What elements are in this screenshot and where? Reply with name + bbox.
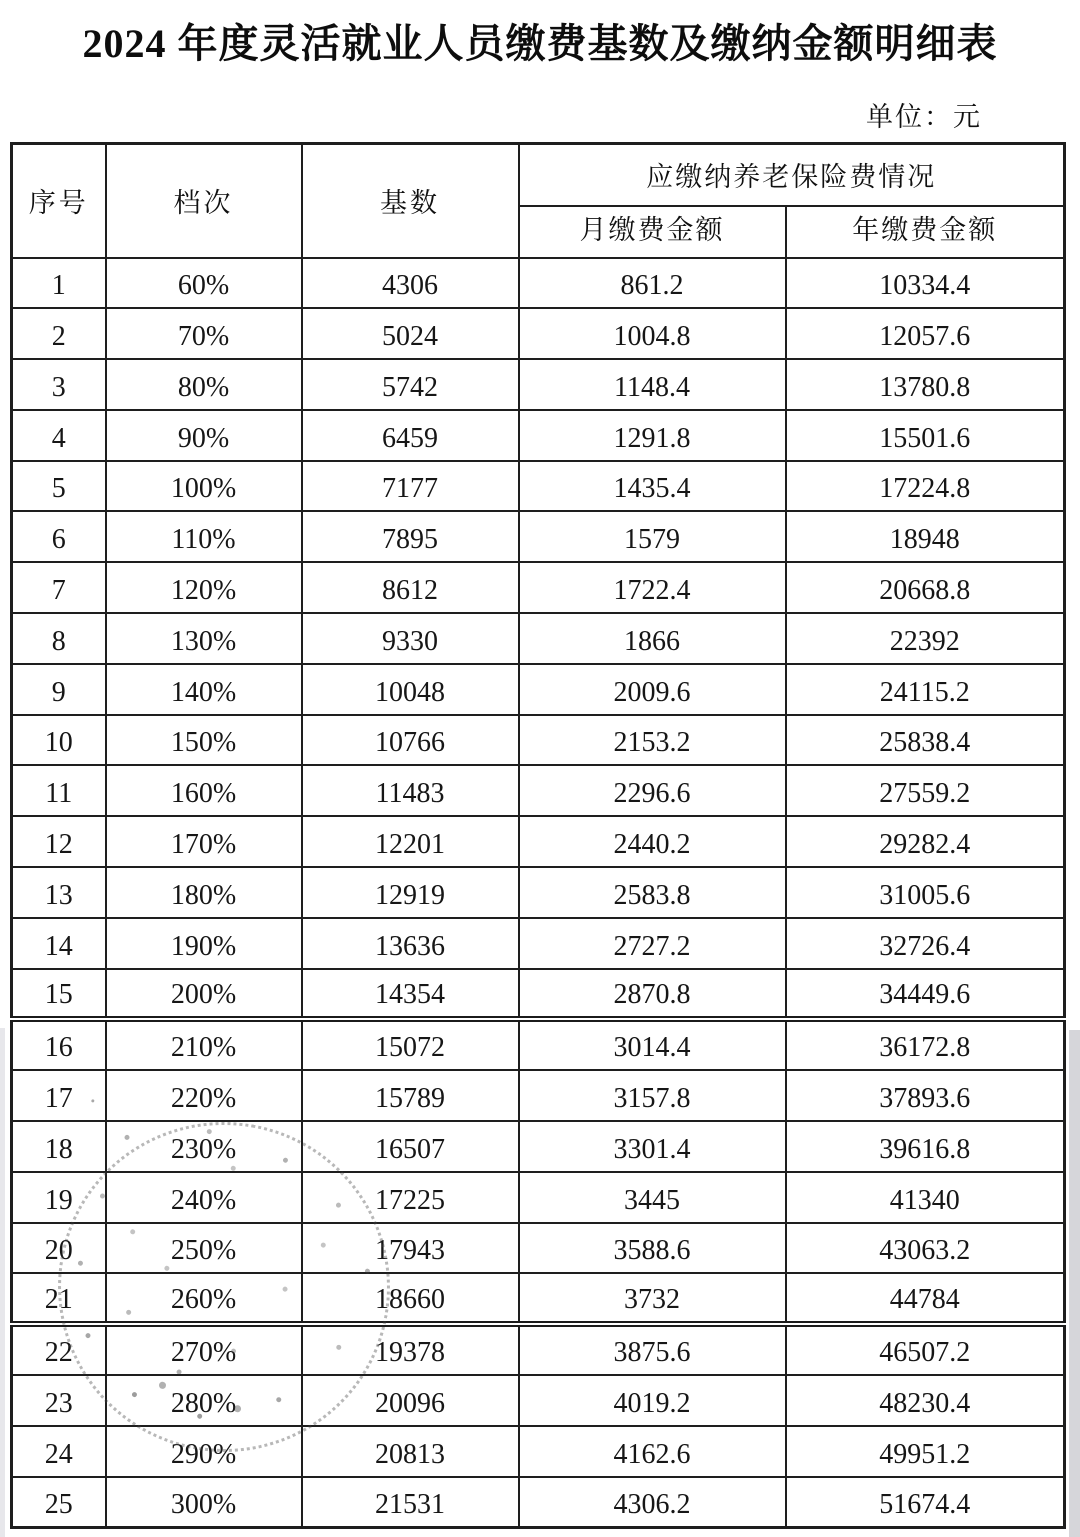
table-row [12,664,1065,715]
scan-edge-shadow-right [1069,1030,1080,1537]
table-row [12,715,1065,766]
table-row [12,1223,1065,1274]
cell-monthly-amount: 3301.4 [519,1121,786,1172]
cell-level: 230% [106,1121,302,1172]
cell-yearly-amount: 12057.6 [786,308,1065,359]
table-body [12,258,1065,1528]
cell-no: 9 [12,664,106,715]
cell-level: 60% [106,258,302,309]
table-row [12,1019,1065,1070]
cell-no: 23 [12,1375,106,1426]
cell-no: 16 [12,1019,106,1070]
cell-level: 190% [106,918,302,969]
table-header [12,144,1065,258]
cell-no: 8 [12,613,106,664]
table-row [12,1172,1065,1223]
cell-monthly-amount: 3732 [519,1273,786,1324]
cell-yearly-amount: 10334.4 [786,258,1065,309]
cell-monthly-amount: 3875.6 [519,1324,786,1375]
cell-level: 170% [106,816,302,867]
cell-yearly-amount: 32726.4 [786,918,1065,969]
cell-level: 290% [106,1426,302,1477]
table-row [12,1375,1065,1426]
cell-level: 210% [106,1019,302,1070]
table-row [12,308,1065,359]
table-row [12,765,1065,816]
cell-base: 21531 [302,1477,519,1528]
cell-level: 100% [106,461,302,512]
cell-yearly-amount: 22392 [786,613,1065,664]
contribution-detail-table [10,142,1066,1529]
cell-yearly-amount: 44784 [786,1273,1065,1324]
col-header-pension-group: 应缴纳养老保险费情况 [519,144,1065,206]
cell-no: 15 [12,969,106,1020]
cell-yearly-amount: 48230.4 [786,1375,1065,1426]
table-row [12,410,1065,461]
cell-level: 250% [106,1223,302,1274]
unit-label: 单位：元 [866,102,982,132]
table-row [12,816,1065,867]
cell-no: 10 [12,715,106,766]
table-row [12,918,1065,969]
cell-monthly-amount: 2296.6 [519,765,786,816]
cell-base: 8612 [302,562,519,613]
cell-no: 12 [12,816,106,867]
cell-no: 25 [12,1477,106,1528]
cell-level: 160% [106,765,302,816]
cell-level: 70% [106,308,302,359]
cell-no: 19 [12,1172,106,1223]
cell-no: 21 [12,1273,106,1324]
scan-edge-shadow-left [0,1028,5,1537]
table-row [12,1070,1065,1121]
col-header-base: 基数 [302,144,519,258]
cell-base: 15072 [302,1019,519,1070]
cell-yearly-amount: 18948 [786,511,1065,562]
cell-no: 3 [12,359,106,410]
cell-monthly-amount: 861.2 [519,258,786,309]
cell-level: 80% [106,359,302,410]
table-row [12,1273,1065,1324]
cell-no: 13 [12,867,106,918]
cell-no: 24 [12,1426,106,1477]
cell-monthly-amount: 4162.6 [519,1426,786,1477]
cell-monthly-amount: 1004.8 [519,308,786,359]
cell-no: 1 [12,258,106,309]
cell-yearly-amount: 17224.8 [786,461,1065,512]
cell-no: 18 [12,1121,106,1172]
table-row [12,461,1065,512]
cell-monthly-amount: 2440.2 [519,816,786,867]
cell-yearly-amount: 29282.4 [786,816,1065,867]
cell-base: 7895 [302,511,519,562]
cell-yearly-amount: 39616.8 [786,1121,1065,1172]
cell-yearly-amount: 15501.6 [786,410,1065,461]
cell-monthly-amount: 3014.4 [519,1019,786,1070]
col-header-yearly-amount: 年缴费金额 [786,206,1065,258]
cell-monthly-amount: 3157.8 [519,1070,786,1121]
cell-no: 7 [12,562,106,613]
cell-no: 2 [12,308,106,359]
cell-monthly-amount: 2583.8 [519,867,786,918]
cell-base: 12919 [302,867,519,918]
cell-monthly-amount: 1579 [519,511,786,562]
cell-base: 18660 [302,1273,519,1324]
cell-yearly-amount: 20668.8 [786,562,1065,613]
cell-level: 220% [106,1070,302,1121]
cell-yearly-amount: 46507.2 [786,1324,1065,1375]
cell-yearly-amount: 36172.8 [786,1019,1065,1070]
cell-monthly-amount: 2727.2 [519,918,786,969]
cell-no: 22 [12,1324,106,1375]
cell-base: 12201 [302,816,519,867]
cell-monthly-amount: 2009.6 [519,664,786,715]
cell-base: 7177 [302,461,519,512]
cell-no: 14 [12,918,106,969]
cell-yearly-amount: 51674.4 [786,1477,1065,1528]
cell-monthly-amount: 1866 [519,613,786,664]
cell-base: 11483 [302,765,519,816]
cell-level: 150% [106,715,302,766]
cell-monthly-amount: 2870.8 [519,969,786,1020]
cell-monthly-amount: 3445 [519,1172,786,1223]
cell-level: 120% [106,562,302,613]
cell-base: 4306 [302,258,519,309]
cell-level: 200% [106,969,302,1020]
cell-monthly-amount: 1435.4 [519,461,786,512]
cell-base: 20096 [302,1375,519,1426]
cell-no: 20 [12,1223,106,1274]
cell-level: 240% [106,1172,302,1223]
cell-yearly-amount: 34449.6 [786,969,1065,1020]
cell-base: 10766 [302,715,519,766]
table-row [12,969,1065,1020]
cell-base: 16507 [302,1121,519,1172]
cell-monthly-amount: 1291.8 [519,410,786,461]
cell-level: 280% [106,1375,302,1426]
cell-no: 17 [12,1070,106,1121]
cell-yearly-amount: 31005.6 [786,867,1065,918]
table-row [12,359,1065,410]
cell-monthly-amount: 2153.2 [519,715,786,766]
page-title: 2024 年度灵活就业人员缴费基数及缴纳金额明细表 [82,21,998,66]
cell-base: 15789 [302,1070,519,1121]
table-row [12,511,1065,562]
cell-level: 270% [106,1324,302,1375]
cell-base: 17943 [302,1223,519,1274]
cell-yearly-amount: 24115.2 [786,664,1065,715]
cell-base: 5742 [302,359,519,410]
cell-yearly-amount: 25838.4 [786,715,1065,766]
col-header-monthly-amount: 月缴费金额 [519,206,786,258]
cell-base: 20813 [302,1426,519,1477]
cell-no: 5 [12,461,106,512]
table-row [12,1324,1065,1375]
col-header-no: 序号 [12,144,106,258]
cell-base: 5024 [302,308,519,359]
cell-monthly-amount: 1148.4 [519,359,786,410]
cell-yearly-amount: 43063.2 [786,1223,1065,1274]
cell-base: 17225 [302,1172,519,1223]
cell-no: 6 [12,511,106,562]
table-row [12,1477,1065,1528]
cell-monthly-amount: 1722.4 [519,562,786,613]
cell-yearly-amount: 37893.6 [786,1070,1065,1121]
cell-level: 300% [106,1477,302,1528]
table-row [12,1121,1065,1172]
cell-no: 4 [12,410,106,461]
cell-level: 140% [106,664,302,715]
cell-level: 260% [106,1273,302,1324]
cell-yearly-amount: 49951.2 [786,1426,1065,1477]
cell-yearly-amount: 27559.2 [786,765,1065,816]
table-row [12,867,1065,918]
table-row [12,613,1065,664]
cell-level: 90% [106,410,302,461]
cell-base: 19378 [302,1324,519,1375]
cell-yearly-amount: 41340 [786,1172,1065,1223]
cell-monthly-amount: 4306.2 [519,1477,786,1528]
table-row [12,258,1065,309]
cell-yearly-amount: 13780.8 [786,359,1065,410]
cell-level: 180% [106,867,302,918]
table-row [12,1426,1065,1477]
cell-monthly-amount: 3588.6 [519,1223,786,1274]
cell-base: 13636 [302,918,519,969]
cell-no: 11 [12,765,106,816]
cell-monthly-amount: 4019.2 [519,1375,786,1426]
table-row [12,562,1065,613]
cell-base: 9330 [302,613,519,664]
cell-base: 14354 [302,969,519,1020]
cell-base: 6459 [302,410,519,461]
cell-level: 130% [106,613,302,664]
col-header-level: 档次 [106,144,302,258]
cell-level: 110% [106,511,302,562]
cell-base: 10048 [302,664,519,715]
